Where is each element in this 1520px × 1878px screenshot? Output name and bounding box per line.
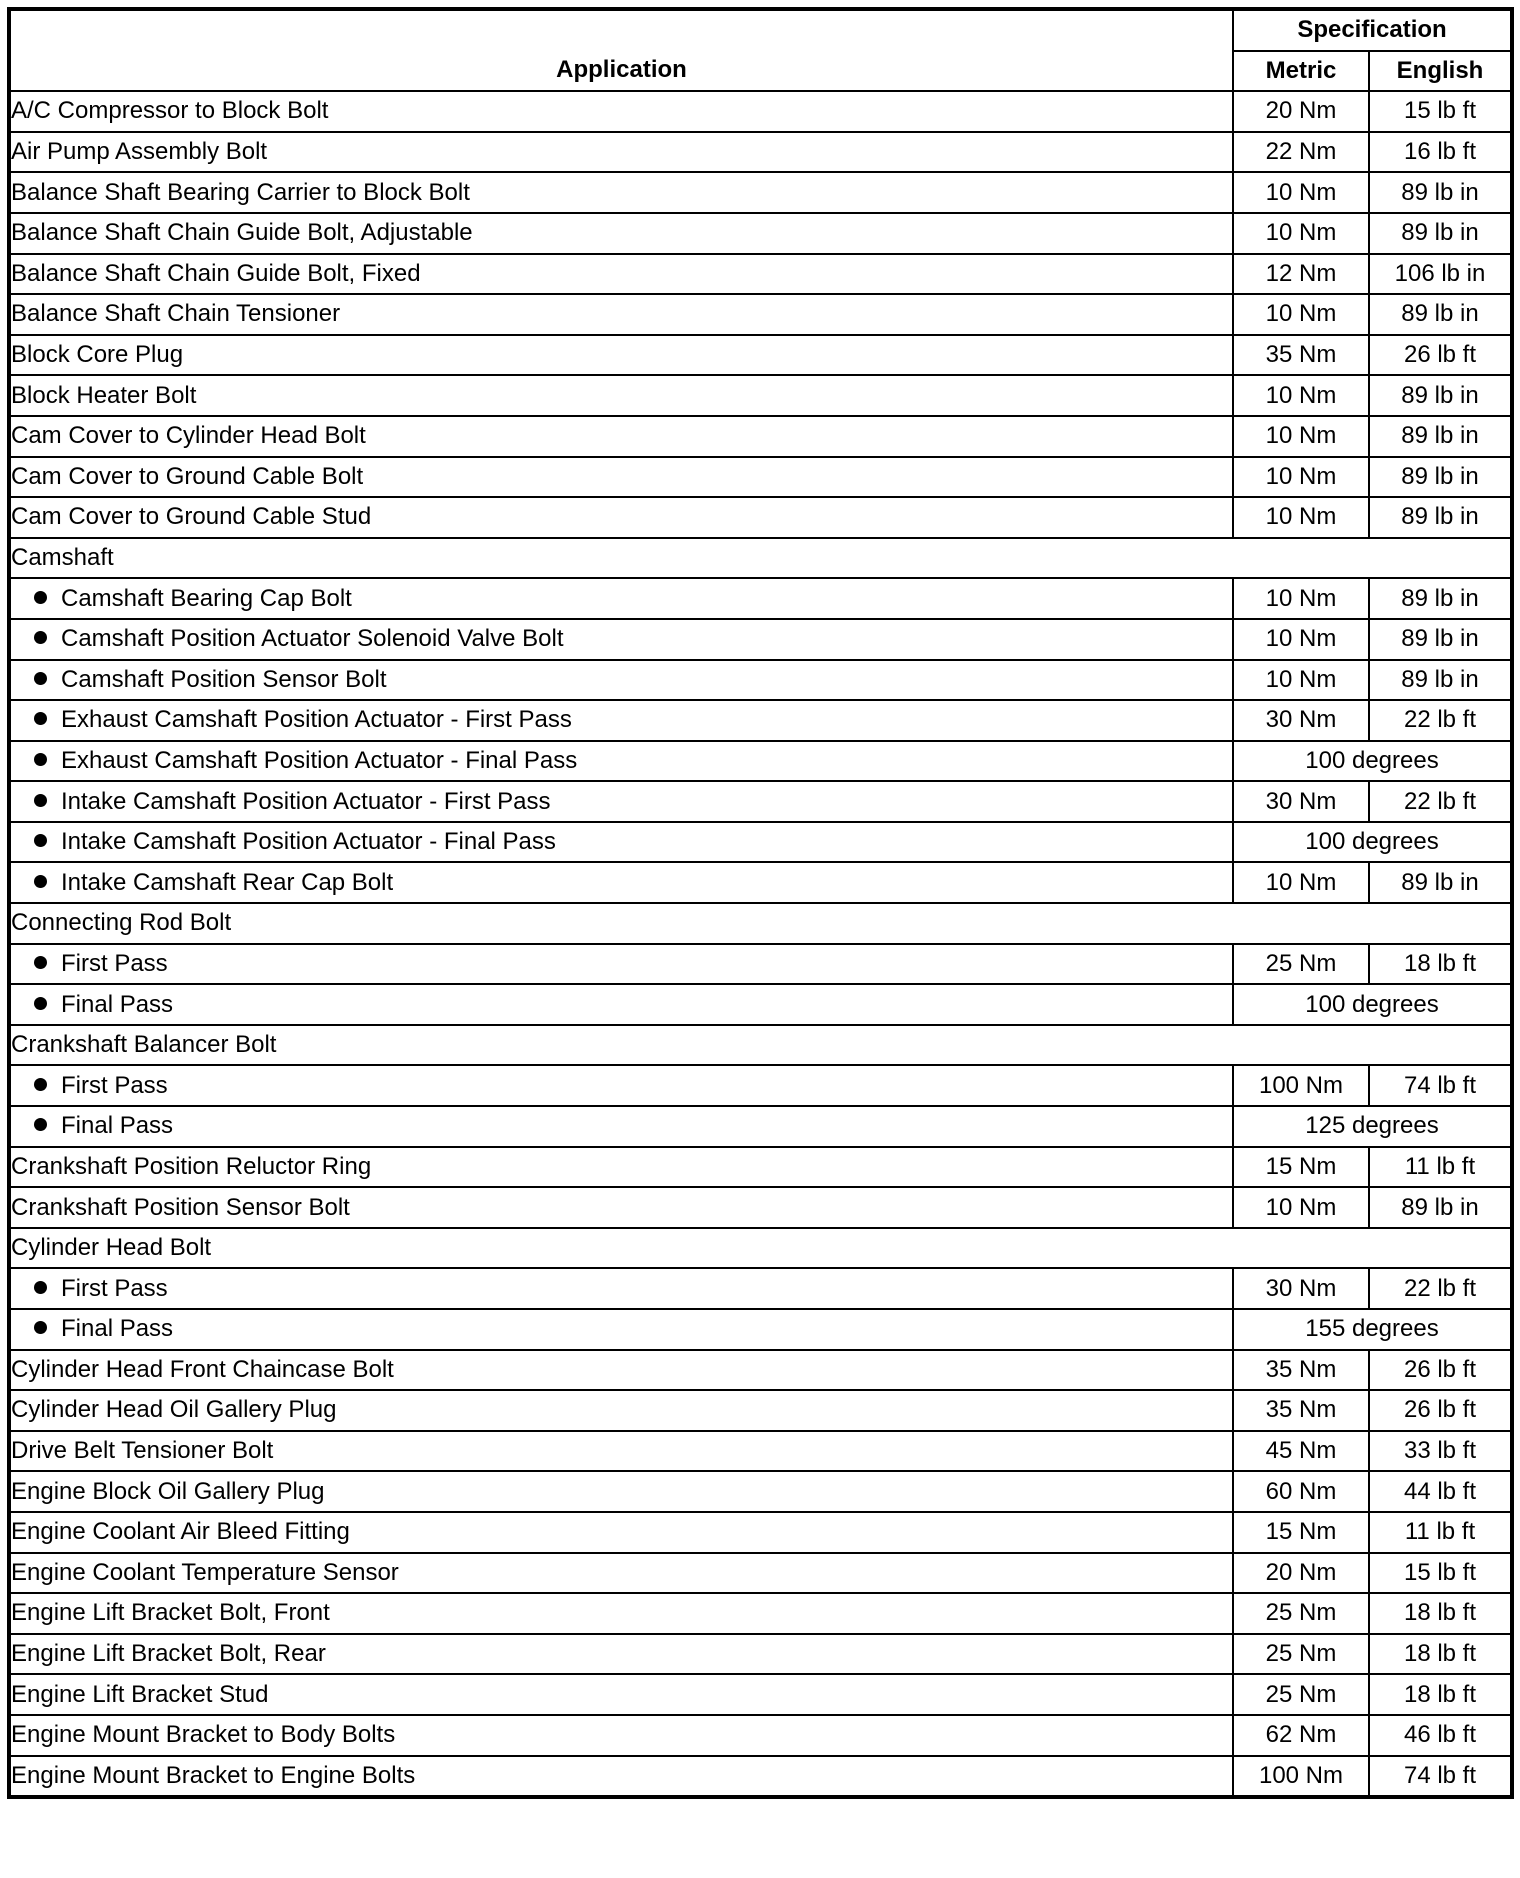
english-cell: 33 lb ft [1369,1431,1512,1472]
table-row [9,1431,1512,1472]
application-cell [9,1228,1512,1269]
english-cell: 26 lb ft [1369,1350,1512,1391]
table-sub-row [9,862,1512,903]
metric-cell: 30 Nm [1233,1268,1369,1309]
table-row [9,132,1512,173]
english-cell: 18 lb ft [1369,944,1512,985]
table-row [9,172,1512,213]
application-cell [9,1715,1233,1756]
application-label: Connecting Rod Bolt [11,909,232,937]
application-cell [9,1674,1233,1715]
table-sub-row [9,1309,1512,1350]
application-cell [9,700,1233,741]
application-cell [9,1756,1233,1798]
english-cell: 16 lb ft [1369,132,1512,173]
application-label: Engine Lift Bracket Bolt, Rear [11,1640,326,1668]
table-sub-row [9,781,1512,822]
application-cell [9,1268,1233,1309]
metric-cell: 20 Nm [1233,91,1369,132]
table-sub-row [9,578,1512,619]
application-label: Engine Mount Bracket to Engine Bolts [11,1761,416,1789]
bullet-icon [34,753,47,766]
english-cell: 89 lb in [1369,213,1512,254]
application-cell [9,1350,1233,1391]
english-cell: 44 lb ft [1369,1471,1512,1512]
metric-cell: 62 Nm [1233,1715,1369,1756]
table-row [9,1593,1512,1634]
metric-cell: 100 Nm [1233,1065,1369,1106]
application-label: Final Pass [61,990,174,1018]
table-row [9,91,1512,132]
table-sub-row [9,660,1512,701]
combined-spec-cell: 100 degrees [1233,741,1512,782]
table-row [9,1674,1512,1715]
english-cell: 18 lb ft [1369,1634,1512,1675]
application-label: Intake Camshaft Position Actuator - First Pass [61,787,551,815]
metric-cell: 10 Nm [1233,578,1369,619]
metric-cell: 10 Nm [1233,660,1369,701]
table-row [9,213,1512,254]
english-cell: 89 lb in [1369,416,1512,457]
application-label: Drive Belt Tensioner Bolt [11,1437,274,1465]
application-cell [9,1471,1233,1512]
bullet-icon [34,794,47,807]
application-label: Crankshaft Position Sensor Bolt [11,1193,350,1221]
application-label: Balance Shaft Chain Guide Bolt, Adjustable [11,219,473,247]
application-label: Balance Shaft Chain Guide Bolt, Fixed [11,259,421,287]
bullet-icon [34,591,47,604]
english-cell: 26 lb ft [1369,335,1512,376]
application-cell [9,1553,1233,1594]
metric-cell: 35 Nm [1233,335,1369,376]
application-cell [9,903,1512,944]
table-group-row [9,903,1512,944]
application-cell [9,294,1233,335]
metric-cell: 10 Nm [1233,862,1369,903]
bullet-icon [34,1078,47,1091]
application-label: Cylinder Head Oil Gallery Plug [11,1396,337,1424]
application-label: Final Pass [61,1315,174,1343]
combined-spec-cell: 100 degrees [1233,822,1512,863]
bullet-icon [34,1118,47,1131]
application-label: Cam Cover to Cylinder Head Bolt [11,422,366,450]
table-header [9,9,1512,91]
english-cell: 89 lb in [1369,497,1512,538]
english-cell: 18 lb ft [1369,1674,1512,1715]
table-row [9,375,1512,416]
application-cell [9,660,1233,701]
table-sub-row [9,700,1512,741]
application-label: Camshaft Position Sensor Bolt [61,665,387,693]
metric-cell: 25 Nm [1233,1593,1369,1634]
table-sub-row [9,1106,1512,1147]
bullet-icon [34,875,47,888]
table-sub-row [9,1268,1512,1309]
application-cell [9,1187,1233,1228]
metric-cell: 10 Nm [1233,213,1369,254]
application-cell [9,1065,1233,1106]
bullet-icon [34,956,47,969]
table-sub-row [9,984,1512,1025]
table-row [9,416,1512,457]
metric-header: Metric [1233,51,1369,92]
metric-cell: 10 Nm [1233,1187,1369,1228]
table-row [9,1715,1512,1756]
english-cell: 74 lb ft [1369,1065,1512,1106]
application-cell [9,132,1233,173]
english-cell: 74 lb ft [1369,1756,1512,1798]
application-cell [9,457,1233,498]
english-cell: 15 lb ft [1369,91,1512,132]
english-cell: 11 lb ft [1369,1147,1512,1188]
application-label: Cam Cover to Ground Cable Stud [11,503,372,531]
application-label: First Pass [61,1071,168,1099]
application-label: Engine Coolant Air Bleed Fitting [11,1518,350,1546]
english-cell: 15 lb ft [1369,1553,1512,1594]
metric-cell: 10 Nm [1233,497,1369,538]
table-sub-row [9,822,1512,863]
english-cell: 46 lb ft [1369,1715,1512,1756]
metric-cell: 15 Nm [1233,1147,1369,1188]
application-cell [9,1634,1233,1675]
application-cell [9,619,1233,660]
bullet-icon [34,1281,47,1294]
metric-cell: 100 Nm [1233,1756,1369,1798]
table-row [9,335,1512,376]
application-cell [9,172,1233,213]
application-cell [9,1431,1233,1472]
application-label: Camshaft Position Actuator Solenoid Valve Bolt [61,625,564,653]
table-row [9,294,1512,335]
metric-cell: 35 Nm [1233,1390,1369,1431]
metric-cell: 10 Nm [1233,172,1369,213]
application-label: Exhaust Camshaft Position Actuator - First Pass [61,706,572,734]
header-row-top [9,9,1512,51]
english-cell: 22 lb ft [1369,1268,1512,1309]
english-cell: 89 lb in [1369,578,1512,619]
english-cell: 89 lb in [1369,457,1512,498]
application-label: Intake Camshaft Rear Cap Bolt [61,868,394,896]
table-group-row [9,1025,1512,1066]
english-cell: 11 lb ft [1369,1512,1512,1553]
specification-header: Specification [1233,9,1512,51]
bullet-icon [34,631,47,644]
english-cell: 89 lb in [1369,619,1512,660]
english-cell: 89 lb in [1369,294,1512,335]
english-cell: 89 lb in [1369,862,1512,903]
bullet-icon [34,712,47,725]
english-cell: 22 lb ft [1369,700,1512,741]
application-cell [9,254,1233,295]
application-label: Air Pump Assembly Bolt [11,138,268,166]
metric-cell: 35 Nm [1233,1350,1369,1391]
application-cell [9,1309,1233,1350]
table-row [9,1471,1512,1512]
metric-cell: 30 Nm [1233,781,1369,822]
table-sub-row [9,619,1512,660]
english-cell: 89 lb in [1369,375,1512,416]
application-cell [9,741,1233,782]
application-cell [9,416,1233,457]
table-row [9,1147,1512,1188]
application-label: Engine Mount Bracket to Body Bolts [11,1721,396,1749]
bullet-icon [34,672,47,685]
torque-spec-table [7,7,1514,1799]
application-cell [9,944,1233,985]
metric-cell: 25 Nm [1233,1634,1369,1675]
application-label: Engine Coolant Temperature Sensor [11,1558,399,1586]
combined-spec-cell: 100 degrees [1233,984,1512,1025]
table-row [9,1756,1512,1798]
bullet-icon [34,1321,47,1334]
table-sub-row [9,944,1512,985]
application-cell [9,213,1233,254]
english-cell: 89 lb in [1369,660,1512,701]
metric-cell: 10 Nm [1233,375,1369,416]
table-group-row [9,538,1512,579]
application-cell [9,1147,1233,1188]
application-label: Crankshaft Balancer Bolt [11,1031,277,1059]
english-cell: 89 lb in [1369,172,1512,213]
combined-spec-cell: 125 degrees [1233,1106,1512,1147]
metric-cell: 30 Nm [1233,700,1369,741]
table-row [9,254,1512,295]
application-cell [9,781,1233,822]
table-row [9,457,1512,498]
application-label: A/C Compressor to Block Bolt [11,97,329,125]
table-row [9,1634,1512,1675]
table-body [9,91,1512,1797]
application-cell [9,497,1233,538]
application-label: Engine Block Oil Gallery Plug [11,1477,325,1505]
english-cell: 89 lb in [1369,1187,1512,1228]
application-label: Block Core Plug [11,341,184,369]
table-row [9,1390,1512,1431]
application-label: First Pass [61,949,168,977]
metric-cell: 12 Nm [1233,254,1369,295]
application-cell [9,1593,1233,1634]
english-header: English [1369,51,1512,92]
table-row [9,1553,1512,1594]
english-cell: 22 lb ft [1369,781,1512,822]
application-label: Block Heater Bolt [11,381,197,409]
table-sub-row [9,741,1512,782]
application-label: First Pass [61,1274,168,1302]
combined-spec-cell: 155 degrees [1233,1309,1512,1350]
metric-cell: 25 Nm [1233,944,1369,985]
application-label: Cylinder Head Front Chaincase Bolt [11,1355,394,1383]
bullet-icon [34,834,47,847]
application-cell [9,862,1233,903]
metric-cell: 60 Nm [1233,1471,1369,1512]
metric-cell: 10 Nm [1233,619,1369,660]
application-label: Intake Camshaft Position Actuator - Final Pass [61,828,556,856]
application-label: Cam Cover to Ground Cable Bolt [11,462,364,490]
table-sub-row [9,1065,1512,1106]
application-label: Engine Lift Bracket Bolt, Front [11,1599,330,1627]
table-group-row [9,1228,1512,1269]
application-cell [9,1390,1233,1431]
application-cell [9,1106,1233,1147]
metric-cell: 10 Nm [1233,294,1369,335]
table-row [9,1187,1512,1228]
application-cell [9,335,1233,376]
metric-cell: 15 Nm [1233,1512,1369,1553]
application-cell [9,1025,1512,1066]
application-label: Crankshaft Position Reluctor Ring [11,1152,372,1180]
english-cell: 26 lb ft [1369,1390,1512,1431]
metric-cell: 25 Nm [1233,1674,1369,1715]
application-label: Engine Lift Bracket Stud [11,1680,269,1708]
application-label: Camshaft Bearing Cap Bolt [61,584,352,612]
english-cell: 18 lb ft [1369,1593,1512,1634]
application-cell [9,375,1233,416]
application-label: Camshaft [11,544,114,572]
application-cell [9,538,1512,579]
table-row [9,497,1512,538]
english-cell: 106 lb in [1369,254,1512,295]
application-label: Balance Shaft Chain Tensioner [11,300,341,328]
application-label: Exhaust Camshaft Position Actuator - Final Pass [61,746,578,774]
application-header: Application [9,9,1233,91]
table-row [9,1512,1512,1553]
application-cell [9,1512,1233,1553]
application-cell [9,91,1233,132]
application-cell [9,578,1233,619]
metric-cell: 45 Nm [1233,1431,1369,1472]
application-cell [9,822,1233,863]
metric-cell: 22 Nm [1233,132,1369,173]
application-label: Final Pass [61,1112,174,1140]
metric-cell: 10 Nm [1233,416,1369,457]
metric-cell: 10 Nm [1233,457,1369,498]
table-row [9,1350,1512,1391]
application-cell [9,984,1233,1025]
application-label: Cylinder Head Bolt [11,1234,212,1262]
bullet-icon [34,997,47,1010]
metric-cell: 20 Nm [1233,1553,1369,1594]
application-label: Balance Shaft Bearing Carrier to Block Bolt [11,178,470,206]
